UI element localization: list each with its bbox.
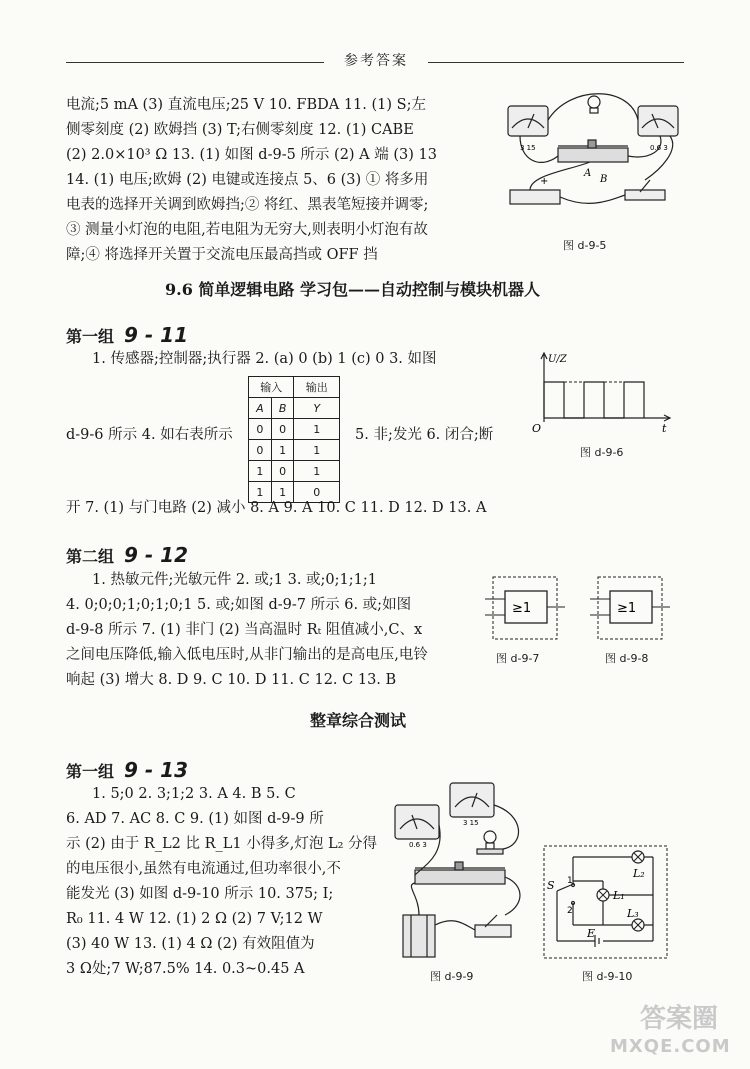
text-line: ③ 测量小灯泡的电阻,若电阻为无穷大,则表明小灯泡有故 [66, 222, 428, 238]
text-line: R₀ 11. 4 W 12. (1) 2 Ω (2) 7 V;12 W [66, 911, 323, 927]
lamp-l2-label: L₂ [633, 867, 645, 880]
figure-d-9-6 [530, 350, 680, 435]
label-plus: + [540, 176, 549, 187]
caption-d-9-7: 图 d-9-7 [496, 652, 540, 665]
caption-d-9-5: 图 d-9-5 [563, 239, 607, 252]
text-line: 14. (1) 电压;欧姆 (2) 电键或连接点 5、6 (3) ① 将多用 [66, 172, 429, 188]
text-line: d-9-6 所示 4. 如右表所示 [66, 427, 233, 443]
group-heading [66, 323, 188, 347]
truth-table-output-header: 输出 [294, 377, 340, 398]
table-row [249, 419, 340, 440]
page-header-title: 参考答案 [344, 53, 408, 69]
text-line: (3) 40 W 13. (1) 4 Ω (2) 有效阻值为 [66, 936, 315, 952]
lamp-l1-label: L₁ [613, 889, 625, 902]
label-a: A [584, 168, 592, 179]
figure-d-9-9 [385, 775, 535, 965]
meter-top-scale: 3 15 [463, 819, 479, 827]
text-line: 1. 传感器;控制器;执行器 2. (a) 0 (b) 1 (c) 0 3. 如图 [92, 351, 437, 367]
text-line: 3 Ω处;7 W;87.5% 14. 0.3~0.45 A [66, 961, 305, 977]
caption-d-9-8: 图 d-9-8 [605, 652, 649, 665]
lamp-l3-label: L₃ [627, 907, 639, 920]
table-cell: 0 [271, 419, 294, 440]
text-line: 开 7. (1) 与门电路 (2) 减小 8. A 9. A 10. C 11. D 12. D 13. A [66, 500, 487, 516]
figure-d-9-5 [500, 80, 690, 230]
y-axis-label: U/Z [548, 354, 567, 365]
text-line: (2) 2.0×10³ Ω 13. (1) 如图 d-9-5 所示 (2) A 端 (3) 13 [66, 147, 437, 163]
figure-d-9-7 [485, 575, 565, 643]
figure-d-9-8 [590, 575, 670, 643]
watermark-url: MXQE.COM [610, 1036, 731, 1057]
text-line: 4. 0;0;0;1;0;1;0;1 5. 或;如图 d-9-7 所示 6. 或;如图 [66, 597, 412, 613]
watermark-logo: 答案圈 [640, 1004, 719, 1034]
contact-1-label: 1 [567, 876, 573, 886]
group-number: 9 - 11 [124, 323, 188, 347]
section-title: 9.6 简单逻辑电路 学习包——自动控制与模块机器人 [165, 280, 540, 299]
text-line: 障;④ 将选择开关置于交流电压最高挡或 OFF 挡 [66, 247, 378, 263]
table-cell: 1 [249, 461, 272, 482]
meter-left-scale: 3 15 [520, 144, 536, 152]
figure-d-9-10 [543, 845, 668, 960]
table-cell: 1 [294, 440, 340, 461]
gate-symbol: ≥1 [617, 601, 637, 616]
text-line: 5. 非;发光 6. 闭合;断 [355, 427, 494, 443]
text-line: 响起 (3) 增大 8. D 9. C 10. D 11. C 12. C 13. B [66, 672, 397, 688]
group-heading [66, 543, 188, 567]
table-row [249, 440, 340, 461]
meter-right-scale: 0.6 3 [650, 144, 668, 152]
truth-table-col: B [271, 398, 294, 419]
table-cell: 0 [249, 419, 272, 440]
table-cell: 1 [294, 461, 340, 482]
chapter-test-title: 整章综合测试 [310, 711, 407, 730]
text-line: 能发光 (3) 如图 d-9-10 所示 10. 375; I; [66, 886, 334, 902]
header-rule-right [428, 62, 684, 63]
text-line: 电流;5 mA (3) 直流电压;25 V 10. FBDA 11. (1) S;左 [66, 97, 426, 113]
text-line: 电表的选择开关调到欧姆挡;② 将红、黑表笔短接并调零; [66, 197, 429, 213]
text-line: 之间电压降低,输入低电压时,从非门输出的是高电压,电铃 [66, 647, 428, 663]
table-cell: 0 [271, 461, 294, 482]
caption-d-9-6: 图 d-9-6 [580, 446, 624, 459]
group-label: 第二组 [66, 547, 115, 566]
origin-label: O [532, 422, 542, 435]
text-line: 6. AD 7. AC 8. C 9. (1) 如图 d-9-9 所 [66, 811, 324, 827]
meter-left-scale: 0.6 3 [409, 841, 427, 849]
switch-label: S [547, 879, 555, 892]
contact-2-label: 2 [567, 906, 573, 916]
truth-table-input-header: 输入 [249, 377, 294, 398]
text-line: 示 (2) 由于 R_L2 比 R_L1 小得多,灯泡 L₂ 分得 [66, 836, 378, 852]
group-number: 9 - 12 [124, 543, 188, 567]
text-line: d-9-8 所示 7. (1) 非门 (2) 当高温时 Rₜ 阻值减小,C、x [66, 622, 423, 638]
truth-table [248, 376, 340, 503]
x-axis-label: t [662, 422, 667, 435]
label-b: B [600, 174, 608, 185]
table-cell: 0 [294, 482, 340, 503]
group-label: 第一组 [66, 327, 115, 346]
text-line: 的电压很小,虽然有电流通过,但功率很小,不 [66, 861, 341, 877]
text-line: 1. 5;0 2. 3;1;2 3. A 4. B 5. C [92, 786, 296, 802]
gate-symbol: ≥1 [512, 601, 532, 616]
text-line: 侧零刻度 (2) 欧姆挡 (3) T;右侧零刻度 12. (1) CABE [66, 122, 414, 138]
caption-d-9-9: 图 d-9-9 [430, 970, 474, 983]
battery-label: E [587, 927, 596, 940]
text-line: 1. 热敏元件;光敏元件 2. 或;1 3. 或;0;1;1;1 [92, 572, 377, 588]
table-cell: 0 [249, 440, 272, 461]
group-heading [66, 758, 188, 782]
group-number: 9 - 13 [124, 758, 188, 782]
group-label: 第一组 [66, 762, 115, 781]
table-row [249, 461, 340, 482]
table-cell: 1 [249, 482, 272, 503]
table-cell: 1 [294, 419, 340, 440]
table-cell: 1 [271, 482, 294, 503]
truth-table-col: Y [294, 398, 340, 419]
table-cell: 1 [271, 440, 294, 461]
header-rule-left [66, 62, 324, 63]
truth-table-col: A [249, 398, 272, 419]
caption-d-9-10: 图 d-9-10 [582, 970, 633, 983]
